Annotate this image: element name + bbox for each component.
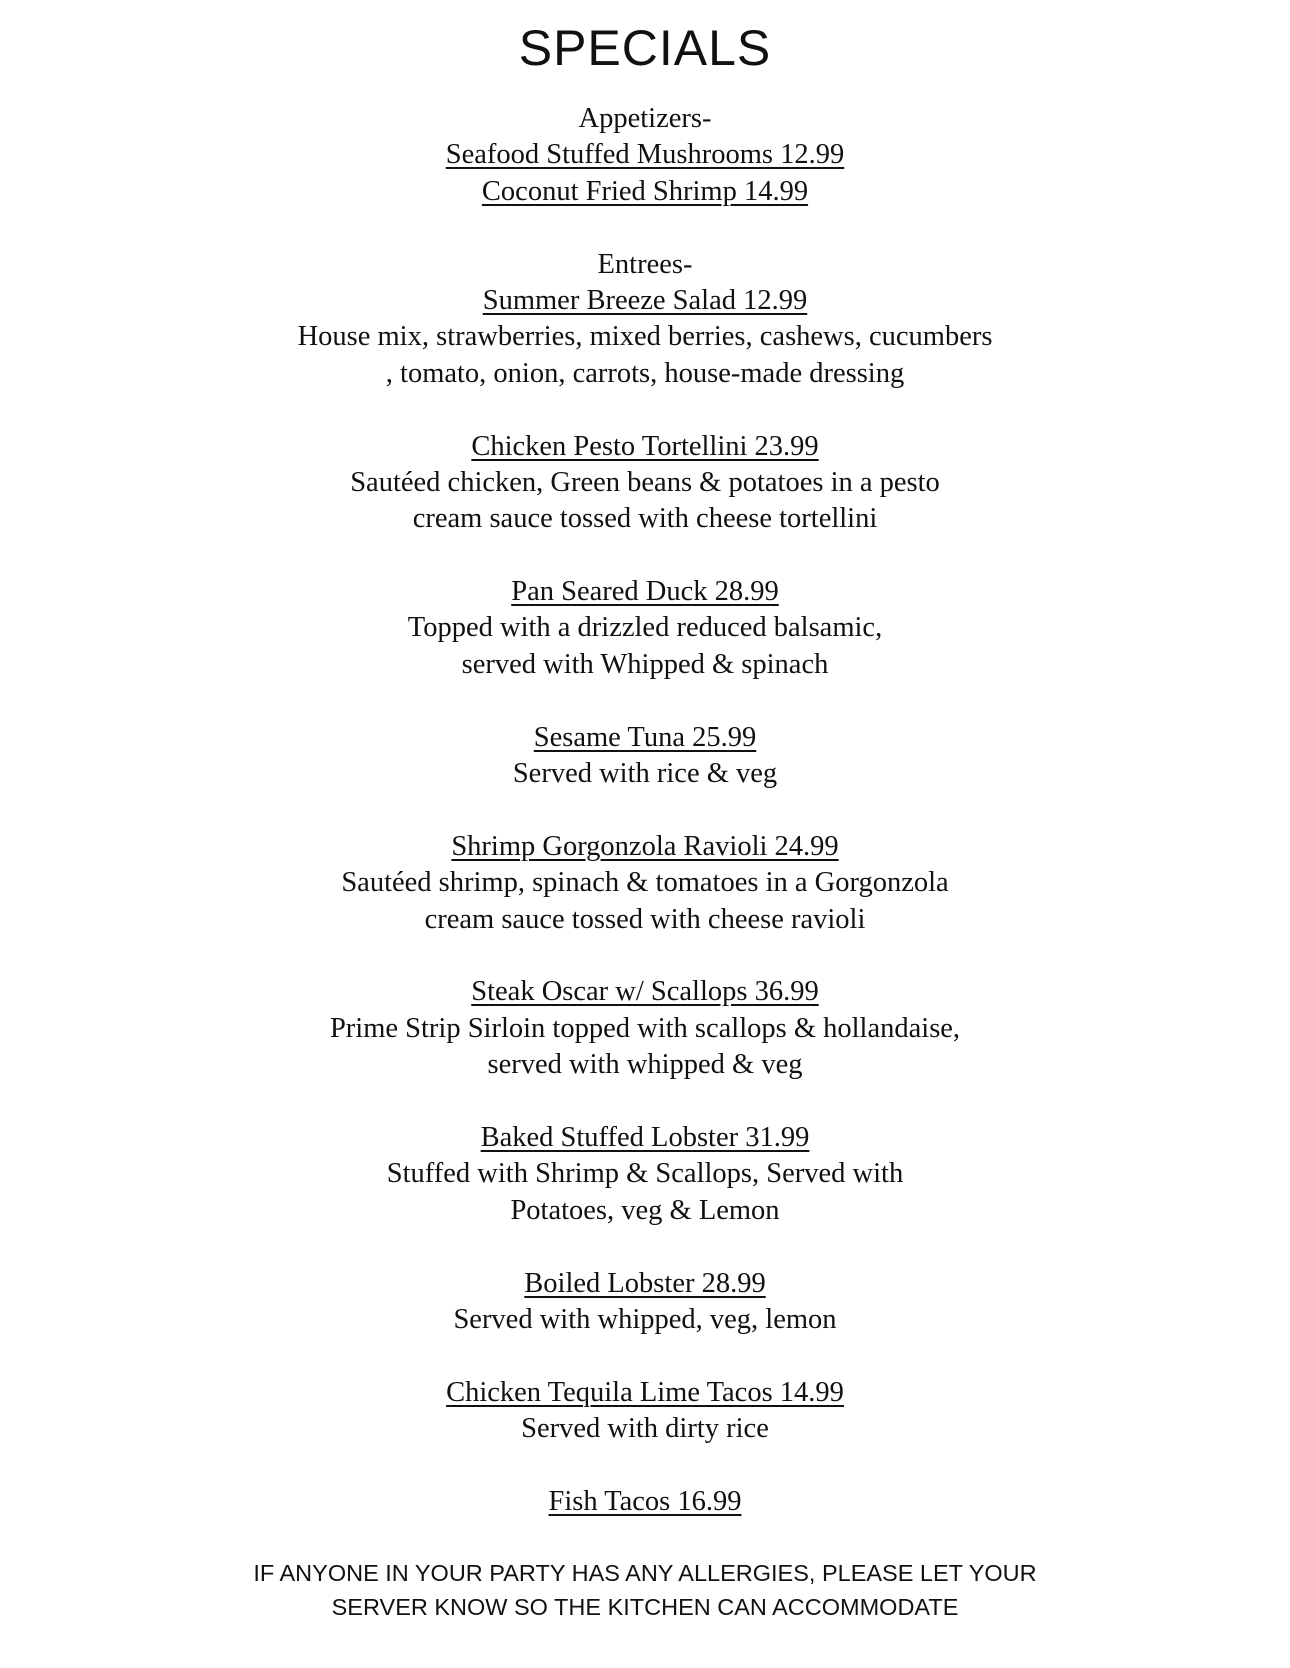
menu-item xyxy=(0,720,1290,793)
menu-item-description: Sautéed chicken, Green beans & potatoes in a pesto xyxy=(350,466,940,498)
menu-item xyxy=(0,829,1290,938)
menu-item xyxy=(0,283,1290,392)
menu-item-description: Topped with a drizzled reduced balsamic, xyxy=(407,612,883,644)
menu-item xyxy=(0,1484,1290,1520)
menu-item-name: Pan Seared Duck 28.99 xyxy=(511,576,779,608)
allergy-notice-line: SERVER KNOW SO THE KITCHEN CAN ACCOMMODATE xyxy=(331,1594,959,1620)
appetizer-item-name: Coconut Fried Shrimp 14.99 xyxy=(481,175,809,207)
menu-item-name: Boiled Lobster 28.99 xyxy=(524,1267,766,1299)
appetizers-heading: Appetizers- xyxy=(578,103,712,134)
menu-item-name: Baked Stuffed Lobster 31.99 xyxy=(480,1121,810,1153)
menu-item-description: Stuffed with Shrimp & Scallops, Served with xyxy=(386,1158,904,1190)
menu-item-description: Potatoes, veg & Lemon xyxy=(510,1194,780,1226)
menu-item-name: Summer Breeze Salad 12.99 xyxy=(482,284,808,316)
menu-item xyxy=(0,1266,1290,1339)
menu-item-name: Chicken Pesto Tortellini 23.99 xyxy=(471,430,819,462)
menu-item-description: Served with dirty rice xyxy=(521,1413,769,1445)
menu-item-description: served with whipped & veg xyxy=(487,1049,803,1081)
menu-item xyxy=(0,429,1290,538)
menu-item-description: Prime Strip Sirloin topped with scallops & hollandaise, xyxy=(329,1012,961,1044)
entrees-heading: Entrees- xyxy=(597,248,693,280)
menu-item-description: Served with rice & veg xyxy=(512,758,778,790)
menu-item-description: House mix, strawberries, mixed berries, cashews, cucumbers xyxy=(297,321,993,353)
menu-item-description: cream sauce tossed with cheese ravioli xyxy=(424,903,866,935)
allergy-notice xyxy=(0,1556,1290,1624)
menu-item-description: Served with whipped, veg, lemon xyxy=(453,1303,837,1335)
menu-item-description: , tomato, onion, carrots, house-made dressing xyxy=(385,357,905,389)
menu-item-name: Sesame Tuna 25.99 xyxy=(533,721,757,753)
menu-item xyxy=(0,974,1290,1083)
page-title: SPECIALS xyxy=(518,20,772,76)
appetizer-item-name: Seafood Stuffed Mushrooms 12.99 xyxy=(445,139,845,171)
menu-item xyxy=(0,574,1290,683)
appetizers-section xyxy=(0,101,1290,210)
entrees-section xyxy=(0,247,1290,1521)
menu-item-name: Fish Tacos 16.99 xyxy=(548,1485,742,1517)
menu-item xyxy=(0,1120,1290,1229)
menu-item-name: Steak Oscar w/ Scallops 36.99 xyxy=(471,976,819,1008)
menu-item-description: served with Whipped & spinach xyxy=(461,648,829,680)
allergy-notice-line: IF ANYONE IN YOUR PARTY HAS ANY ALLERGIES, PLEASE LET YOUR xyxy=(253,1560,1037,1586)
menu-item-name: Shrimp Gorgonzola Ravioli 24.99 xyxy=(451,830,839,862)
menu-item xyxy=(0,1375,1290,1448)
menu-item-description: Sautéed shrimp, spinach & tomatoes in a Gorgonzola xyxy=(341,867,949,899)
menu-item-name: Chicken Tequila Lime Tacos 14.99 xyxy=(446,1376,844,1408)
menu-item-description: cream sauce tossed with cheese tortellini xyxy=(412,503,878,535)
menu-body xyxy=(0,101,1290,1520)
